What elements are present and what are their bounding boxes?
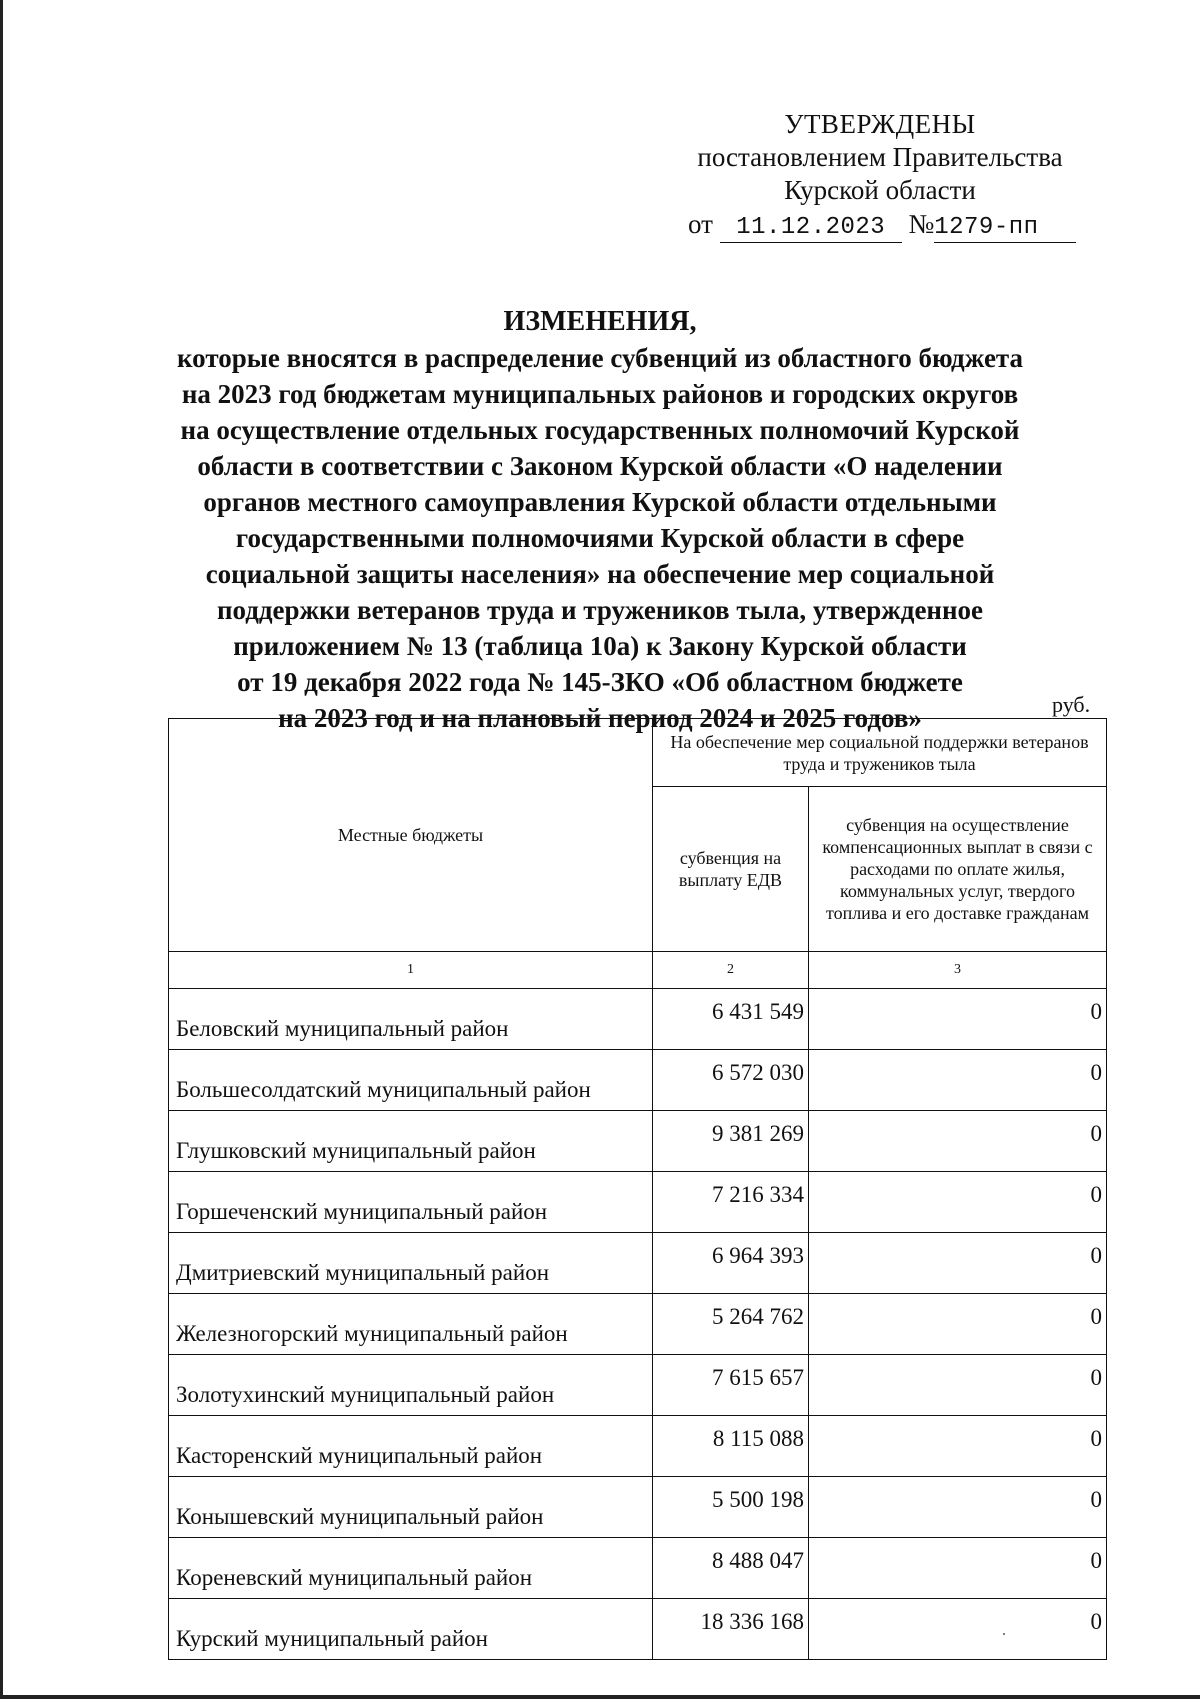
heading-line: государственными полномочиями Курской области в сфере [235,523,965,553]
edv-value-cell: 8 115 088 [653,1416,809,1477]
heading-line: поддержки ветеранов труда и тружеников тыла, утвержденное [216,595,984,625]
heading-line: органов местного самоуправления Курской области отдельными [203,487,997,517]
col-number-1: 1 [169,952,653,989]
compensation-value-cell: 0 [809,1050,1107,1111]
date-prefix: от [688,209,713,239]
table-row [169,1416,1107,1477]
approval-line-1: постановлением Правительства [697,142,1063,172]
budget-name-cell: Железногорский муниципальный район [169,1294,653,1355]
heading-line: на осуществление отдельных государственных полномочий Курской [180,415,1020,445]
compensation-value-cell: 0 [809,1477,1107,1538]
table-row [169,1538,1107,1599]
col-header-budgets: Местные бюджеты [169,719,653,952]
table-row [169,989,1107,1050]
table-row [169,1050,1107,1111]
table-row [169,1111,1107,1172]
heading-line: от 19 декабря 2022 года № 145-ЗКО «Об областном бюджете [237,667,963,697]
scan-speck [1003,1633,1005,1635]
approval-date-number [688,209,1076,243]
edv-value-cell: 6 431 549 [653,989,809,1050]
heading-line: приложением № 13 (таблица 10а) к Закону Курской области [233,631,967,661]
table-row [169,1294,1107,1355]
budget-name-cell: Золотухинский муниципальный район [169,1355,653,1416]
heading-line: социальной защиты населения» на обеспечение мер социальной [205,559,995,589]
budget-name-cell: Кореневский муниципальный район [169,1538,653,1599]
col-number-2: 2 [653,952,809,989]
compensation-value-cell: 0 [809,1538,1107,1599]
budget-name-cell: Горшеченский муниципальный район [169,1172,653,1233]
col-number-3: 3 [809,952,1107,989]
edv-value-cell: 6 572 030 [653,1050,809,1111]
approval-title: УТВЕРЖДЕНЫ [784,109,976,139]
edv-value-cell: 7 216 334 [653,1172,809,1233]
scan-edge-left [0,0,3,1699]
col-group-header: На обеспечение мер социальной поддержки ветеранов труда и тружеников тыла [653,719,1107,787]
number-prefix: № [908,209,935,239]
heading-line: на 2023 год бюджетам муниципальных районов и городских округов [181,379,1019,409]
budget-name-cell: Большесолдатский муниципальный район [169,1050,653,1111]
budget-name-cell: Дмитриевский муниципальный район [169,1233,653,1294]
heading-line: которые вносятся в распределение субвенций из областного бюджета [176,343,1024,373]
table-row [169,1172,1107,1233]
budget-name-cell: Глушковский муниципальный район [169,1111,653,1172]
edv-value-cell: 6 964 393 [653,1233,809,1294]
approval-line-2: Курской области [784,175,976,205]
heading-line: области в соответствии с Законом Курской области «О наделении [197,451,1003,481]
edv-value-cell: 8 488 047 [653,1538,809,1599]
edv-value-cell: 9 381 269 [653,1111,809,1172]
compensation-value-cell: 0 [809,1172,1107,1233]
heading-line: на 2023 год и на плановый период 2024 и 2025 годов» [278,703,922,733]
budget-name-cell: Беловский муниципальный район [169,989,653,1050]
edv-value-cell: 5 500 198 [653,1477,809,1538]
compensation-value-cell: 0 [809,1355,1107,1416]
edv-value-cell: 18 336 168 [653,1599,809,1660]
heading-lines [160,340,1040,736]
compensation-value-cell: 0 [809,989,1107,1050]
compensation-value-cell: 0 [809,1416,1107,1477]
table-row [169,1233,1107,1294]
table-row [169,1355,1107,1416]
approval-block [660,108,1100,207]
compensation-value-cell: 0 [809,1599,1107,1660]
edv-value-cell: 5 264 762 [653,1294,809,1355]
table-row [169,1599,1107,1660]
edv-value-cell: 7 615 657 [653,1355,809,1416]
col-header-compensation: субвенция на осуществление компенсационных выплат в связи с расходами по оплате жилья, коммунальных услуг, твердого топлива и его доставке гражданам [809,787,1107,952]
approval-number: 1279-пп [934,214,1076,243]
compensation-value-cell: 0 [809,1111,1107,1172]
document-title: ИЗМЕНЕНИЯ, [503,306,697,337]
compensation-value-cell: 0 [809,1233,1107,1294]
col-header-edv: субвенция на выплату ЕДВ [653,787,809,952]
scan-edge-bottom [0,1695,1200,1699]
subvention-table [168,718,1107,1660]
budget-name-cell: Касторенский муниципальный район [169,1416,653,1477]
budget-name-cell: Курский муниципальный район [169,1599,653,1660]
table-row [169,1477,1107,1538]
document-heading [160,304,1040,736]
budget-name-cell: Конышевский муниципальный район [169,1477,653,1538]
approval-date: 11.12.2023 [720,214,902,243]
currency-unit: руб. [1052,692,1091,717]
compensation-value-cell: 0 [809,1294,1107,1355]
